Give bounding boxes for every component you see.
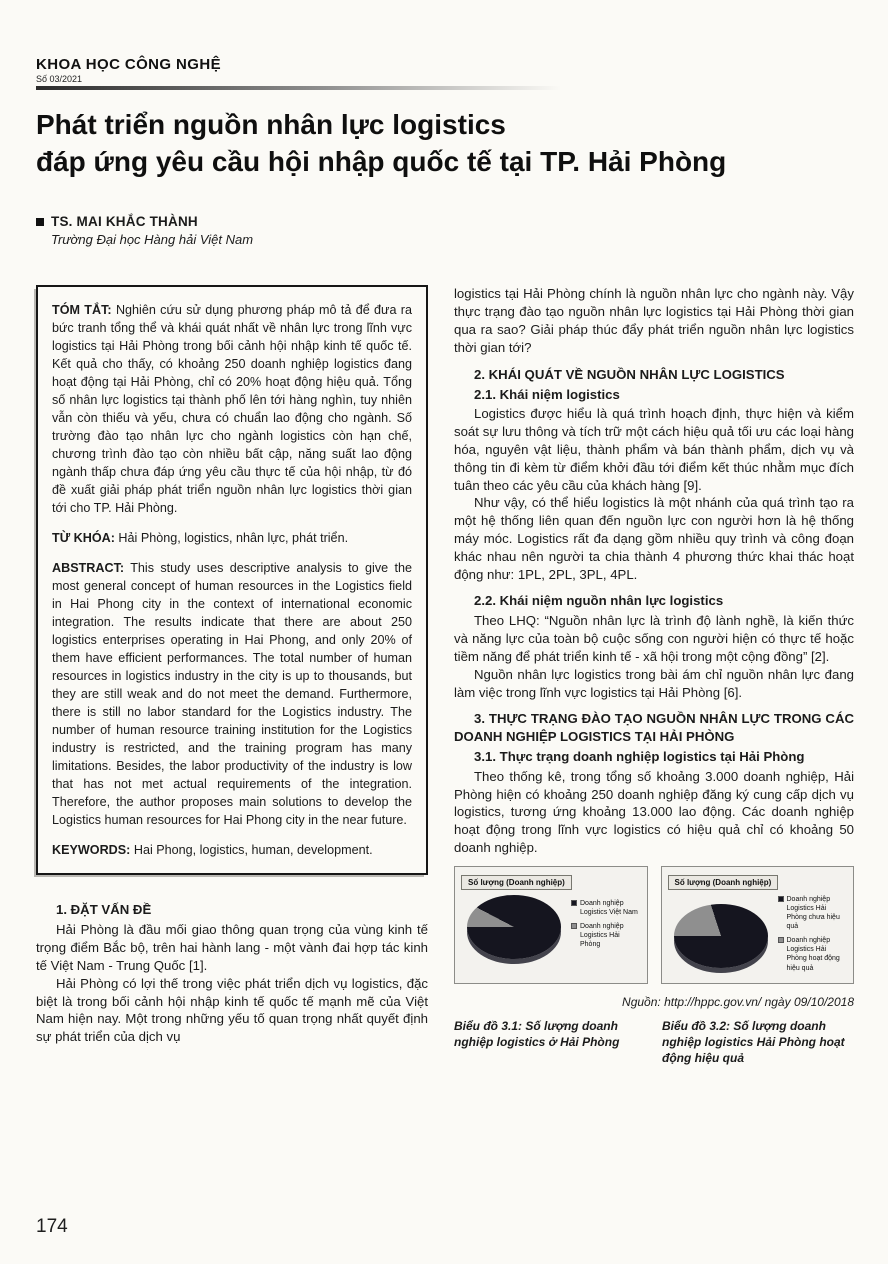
pie-chart-panel-2	[661, 866, 855, 984]
legend-label: Doanh nghiệp Logistics Hải Phòng hoạt động hiệu quả	[786, 937, 840, 972]
legend-swatch	[571, 923, 577, 929]
abstract-text: This study uses descriptive analysis to give the most general concept of human resources in the Logistics field in Hai Phong city in the context of international economic integration. The results indicate that there are about 250 logistics enterprises operating in Hai Phong, and only 20% of them have efficient performances. The total number of human resources in logistics industry in the city is up to thousands, but they are still weak and do not meet the demand. Furthermore, there is still no labor standard for the Logistics industry. The number of human resource training institution for the Logistics industry is restricted, and the training program has many limitations. Besides, the labor productivity of the industry is low that has not met actual requirements of the integration. Therefore, the author proposes main solutions to develop the Logistics human resources for Hai Phong city in the near future.	[52, 561, 412, 828]
legend-label: Doanh nghiệp Logistics Hải Phòng	[580, 923, 624, 949]
author-name: TS. MAI KHẮC THÀNH	[51, 214, 198, 230]
legend-item	[571, 899, 641, 917]
author-row	[36, 214, 854, 229]
section-2-1-paragraph: Như vậy, có thể hiểu logistics là một nhánh của quá trình tạo ra một hệ thống liên quan đến nguồn lực con người hơn là hệ thống máy móc. Logistics rất đa dạng gồm nhiều quy trình và công đoạn khác nhau nên người ta chia thành 4 phương thức khai thác hoạt động như: 1PL, 2PL, 3PL, 4PL.	[454, 495, 854, 582]
pie-chart-2-legend	[778, 895, 848, 978]
pie-chart-1-legend	[571, 899, 641, 954]
legend-swatch	[778, 896, 784, 902]
tukhoa-label: TỪ KHÓA:	[52, 531, 115, 546]
pie-chart-1-body	[461, 895, 641, 959]
author-affiliation: Trường Đại học Hàng hải Việt Nam	[51, 232, 254, 248]
section-1-paragraph: Hải Phòng có lợi thế trong việc phát triển dịch vụ logistics, đặc biệt là trong bối cảnh hội nhập kinh tế quốc tế mạnh mẽ của Việt Nam hiện nay. Một trong những yếu tố quan trọng nhất quyết định sự phát triển của dịch vụ	[36, 975, 428, 1045]
author-bullet-icon	[36, 218, 44, 226]
figure-pie-charts	[454, 866, 854, 984]
section-2-2-paragraph: Theo LHQ: “Nguồn nhân lực là trình độ lành nghề, là kiến thức và năng lực của toàn bộ cuộc sống con người hiện có thực tế hoặc tiềm năng để phát triển kinh tế - xã hội trong một cộng đồng” [2].	[454, 613, 854, 664]
keywords-text: Hai Phong, logistics, human, development.	[133, 843, 373, 858]
section-3-1-heading: 3.1. Thực trạng doanh nghiệp logistics tại Hải Phòng	[474, 748, 805, 764]
section-1-paragraph: Hải Phòng là đầu mối giao thông quan trọng của vùng kinh tế trọng điểm Bắc bộ, trên hai hành lang - một vành đai hợp tác kinh tế Việt Nam - Trung Quốc [1].	[36, 922, 428, 973]
journal-header	[36, 56, 854, 90]
article-title	[36, 106, 854, 180]
legend-item	[778, 895, 848, 931]
legend-label: Doanh nghiệp Logistics Hải Phòng chưa hiệu quả	[786, 895, 840, 931]
tomtat-paragraph	[52, 301, 412, 517]
intro-continuation-paragraph: logistics tại Hải Phòng chính là nguồn nhân lực cho ngành này. Vậy thực trạng đào tạo nguồn nhân lực logistics tại Hải Phòng thời gian qua ra sao? Giải pháp thúc đẩy phát triển nguồn nhân lực logistics thời gian tới?	[454, 286, 854, 355]
article-title-line2: đáp ứng yêu cầu hội nhập quốc tế tại TP. Hải Phòng	[36, 146, 727, 178]
tomtat-text: Nghiên cứu sử dụng phương pháp mô tả để đưa ra bức tranh tổng thể và khái quát nhất về nhân lực trong lĩnh vực logistics tại Hải Phòng trong bối cảnh hội nhập kinh tế quốc tế. Kết quả cho thấy, có khoảng 250 doanh nghiệp logistics đang hoạt động tại Hải Phòng, chỉ có 20% hoạt động hiệu quả. Tổng số nhân lực logistics tại thành phố lên tới hàng nghìn, tuy nhiên vẫn còn thiếu và yếu, chưa có chuẩn lao động cho ngành. Số trường đào tạo nhân lực cho ngành logistics còn hạn chế, chương trình đào tạo còn nhiều bất cập, năng suất lao động ngành thấp chưa đáp ứng yêu cầu thực tế của hội nhập, từ đó đề xuất giải pháp phát triển nguồn nhân lực logistics thời gian tới cho TP. Hải Phòng.	[52, 303, 412, 516]
tukhoa-text: Hải Phòng, logistics, nhân lực, phát triển.	[118, 531, 349, 546]
abstract-label: ABSTRACT:	[52, 561, 125, 576]
legend-swatch	[571, 900, 577, 906]
pie-chart-panel-1	[454, 866, 648, 984]
pie-chart-2-body	[668, 895, 848, 978]
article-title-line1: Phát triển nguồn nhân lực logistics	[36, 109, 506, 140]
abstract-paragraph	[52, 559, 412, 829]
left-column	[36, 285, 428, 1066]
tukhoa-paragraph	[52, 529, 412, 547]
pie-chart-1-title: Số lượng (Doanh nghiệp)	[461, 875, 572, 890]
section-2-1-heading: 2.1. Khái niệm logistics	[474, 386, 620, 402]
figure-captions	[454, 1018, 854, 1067]
right-column	[454, 285, 854, 1066]
legend-item	[778, 936, 848, 972]
section-3-heading: 3. THỰC TRẠNG ĐÀO TẠO NGUỒN NHÂN LỰC TRONG CÁC DOANH NGHIỆP LOGISTICS TẠI HẢI PHÒNG	[454, 711, 854, 745]
section-2-heading: 2. KHÁI QUÁT VỀ NGUỒN NHÂN LỰC LOGISTICS	[474, 366, 785, 382]
keywords-paragraph	[52, 841, 412, 859]
legend-item	[571, 922, 641, 949]
abstract-box	[36, 285, 428, 875]
legend-swatch	[778, 937, 784, 943]
section-2-1-paragraph: Logistics được hiểu là quá trình hoạch định, thực hiện và kiểm soát sự lưu thông và tích trữ một cách hiệu quả tối ưu các loại hàng hóa, nguyên vật liệu, thành phẩm và bán thành phẩm, dịch vụ và thông tin đi kèm từ điểm khởi đầu tới điểm kết thúc nhằm mục đích tuân theo các yêu cầu của khách hàng [9].	[454, 406, 854, 493]
legend-label: Doanh nghiệp Logistics Việt Nam	[580, 900, 638, 917]
journal-name: KHOA HỌC CÔNG NGHỆ	[36, 56, 221, 73]
pie-chart-1	[467, 895, 561, 959]
page-number: 174	[36, 1216, 68, 1237]
figure-source: Nguồn: http://hppc.gov.vn/ ngày 09/10/2018	[622, 994, 854, 1009]
section-2-2-paragraph: Nguồn nhân lực logistics trong bài ám chỉ nguồn nhân lực đang làm việc trong lĩnh vực logistics tại Hải Phòng [6].	[454, 666, 854, 700]
pie-chart-2	[674, 904, 768, 968]
section-3-1-paragraph: Theo thống kê, trong tổng số khoảng 3.000 doanh nghiệp, Hải Phòng hiện có khoảng 250 doanh nghiệp đăng ký cung cấp dịch vụ logistics, tương ứng khoảng 13.000 lao động. Các doanh nghiệp hoạt động trong lĩnh vực logistics có hiệu quả chỉ có khoảng 50 doanh nghiệp.	[454, 768, 854, 856]
section-1-heading: 1. ĐẶT VẤN ĐỀ	[56, 902, 152, 918]
section-2-2-heading: 2.2. Khái niệm nguồn nhân lực logistics	[474, 593, 724, 609]
header-rule	[36, 86, 561, 90]
figure-caption-1: Biểu đồ 3.1: Số lượng doanh nghiệp logistics ở Hải Phòng	[454, 1018, 620, 1050]
pie-chart-2-title: Số lượng (Doanh nghiệp)	[668, 875, 779, 890]
two-column-body	[36, 285, 854, 1066]
keywords-label: KEYWORDS:	[52, 843, 131, 858]
figure-caption-2: Biểu đồ 3.2: Số lượng doanh nghiệp logistics Hải Phòng hoạt động hiệu quả	[662, 1018, 845, 1066]
journal-issue: Số 03/2021	[36, 74, 83, 84]
tomtat-label: TÓM TẮT:	[52, 303, 112, 318]
